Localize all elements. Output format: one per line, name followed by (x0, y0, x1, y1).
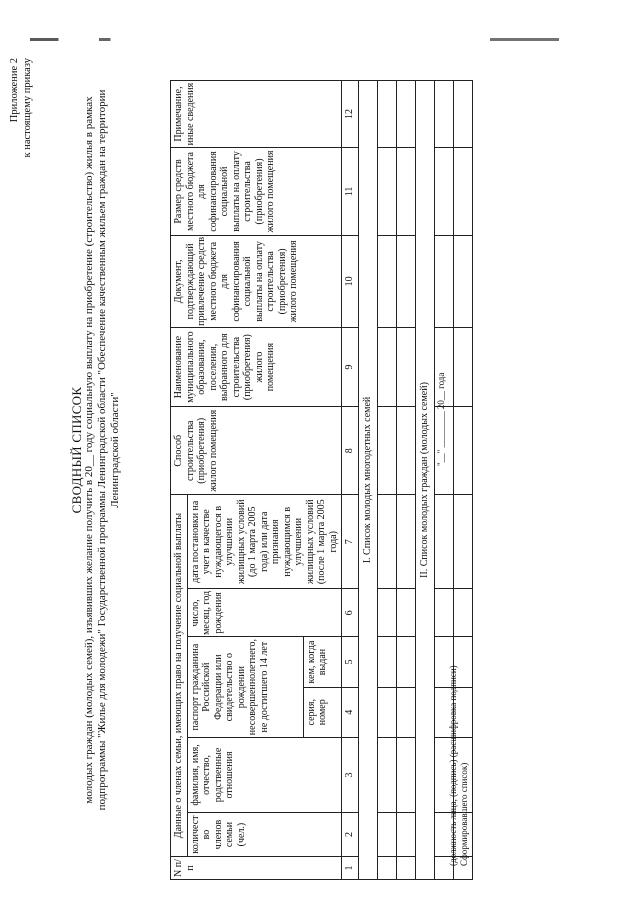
header-series-number: серия, номер (303, 687, 341, 737)
document-title-block (70, 20, 122, 880)
col-number-9: 9 (342, 327, 359, 406)
appendix-number: Приложение 2 (9, 58, 20, 123)
col-number-11: 11 (342, 148, 359, 236)
title-line-3: Ленинградской области" (109, 392, 121, 508)
header-member-count: количество членов семьи (чел.) (187, 813, 342, 857)
col-number-4: 4 (342, 687, 359, 737)
header-passport-group: паспорт гражданина Российской Федерации или свидетельство о рождении несовершеннолетнего, не достигшего 14 лет (187, 637, 303, 737)
header-fio: фамилия, имя, отчество, родственные отношения (187, 737, 342, 812)
date-line: "__" ________ 20__ года (436, 372, 446, 466)
header-birth-date: число, месяц, год рождения (187, 589, 342, 637)
col-number-3: 3 (342, 737, 359, 812)
section-2-row (416, 81, 435, 880)
table-header-row-1 (171, 81, 188, 880)
section-1-row (359, 81, 378, 880)
col-number-1: 1 (342, 857, 359, 880)
col-number-8: 8 (342, 407, 359, 495)
col-number-12: 12 (342, 81, 359, 148)
title-line-1: молодых граждан (молодых семей), изъявивших желание получить в 20__ году социальную выплату на приобретение (строительство) жилья в рамках (83, 96, 95, 804)
column-numbers-row (342, 81, 359, 880)
header-municipality: Наименование муниципального образования, поселения, выбранного для строительства (приобретения) жилого помещения (171, 327, 342, 406)
header-note: Примечание, иные сведения (171, 81, 342, 148)
order-reference: к настоящему приказу (22, 58, 33, 158)
table-row (378, 81, 397, 880)
header-registration-date: дата постановки на учет в качестве нуждающегося в улучшении жилищных условий (до 1 марта 2005 года) или дата признания нуждающимся в улучшении жилищных условий (после 1 марта 2005 года) (187, 495, 342, 589)
header-document: Документ, подтверждающий привлечение средств местного бюджета для софинансирования социальной выплаты на оплату строительства (приобретения) жилого помещения (171, 235, 342, 327)
appendix-header (8, 58, 34, 158)
col-number-7: 7 (342, 495, 359, 589)
header-issued-by: кем, когда выдан (303, 637, 341, 687)
section-2-title: II. Список молодых граждан (молодых семей) (416, 81, 435, 880)
rotated-page (0, 20, 640, 880)
header-num: N п/п (171, 857, 342, 880)
col-number-5: 5 (342, 637, 359, 687)
formed-by-caption: Сформировавшего список) (459, 762, 469, 866)
title-line-2: подпрограммы "Жилье для молодежи" Государственной программы Ленинградской области "Обеспечение качественным жильем граждан на территории (96, 89, 108, 811)
col-number-6: 6 (342, 589, 359, 637)
col-number-10: 10 (342, 235, 359, 327)
header-family-group: Данные о членах семьи, имеющих право на получение социальной выплаты (171, 495, 188, 857)
table-row (397, 81, 416, 880)
summary-table (170, 80, 473, 880)
document-title: СВОДНЫЙ СПИСОК (69, 386, 84, 514)
col-number-2: 2 (342, 813, 359, 857)
header-budget: Размер средств местного бюджета для софинансирования социальной выплаты на оплату строительства (приобретения) жилого помещения (171, 148, 342, 236)
signature-footer (436, 372, 470, 866)
section-1-title: I. Список молодых многодетных семей (359, 81, 378, 880)
header-method: Способ строительства (приобретения) жилого помещения (171, 407, 342, 495)
signature-caption: (должность лица, (подпись) (расшифровка подписи) (448, 665, 458, 866)
